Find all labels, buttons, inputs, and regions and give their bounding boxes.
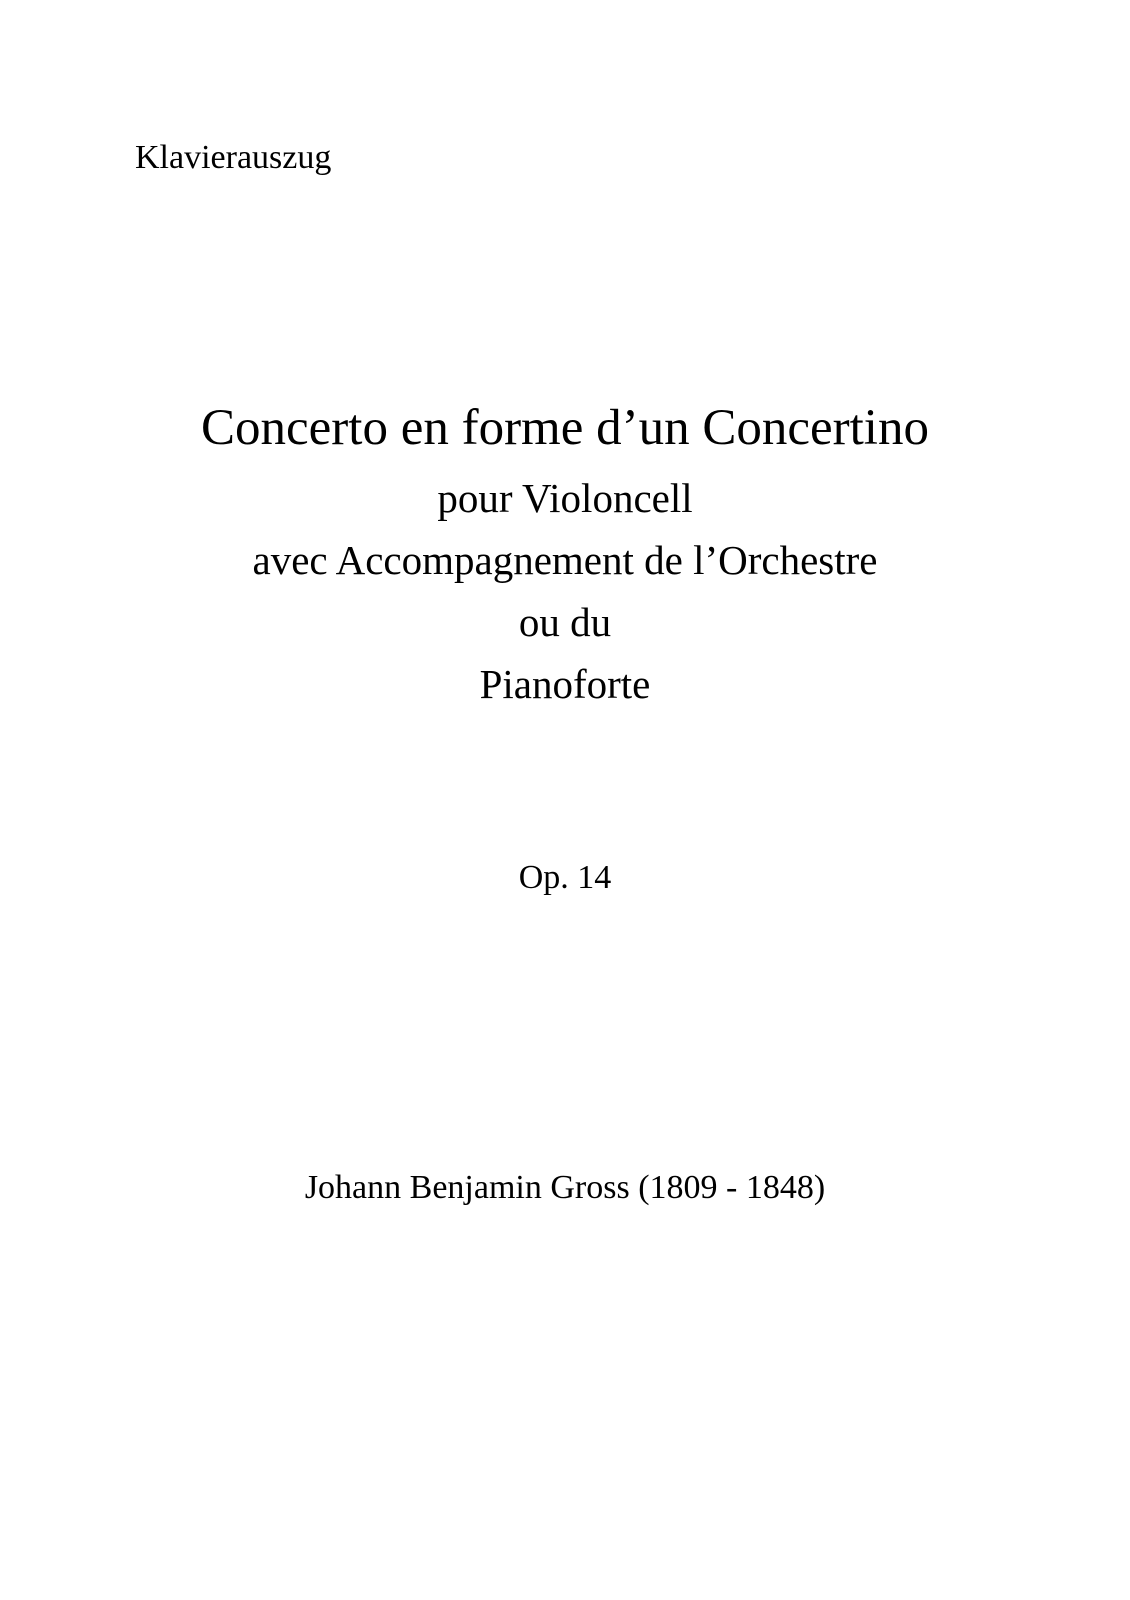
opus-number: Op. 14 — [518, 859, 612, 896]
score-type-label: Klavierauszug — [135, 139, 332, 176]
composer-credit: Johann Benjamin Gross (1809 - 1848) — [304, 1169, 826, 1206]
subtitle-line: Pianoforte — [479, 661, 651, 707]
subtitle-line: pour Violoncell — [437, 475, 693, 521]
subtitle-line: avec Accompagnement de l’Orchestre — [252, 537, 878, 583]
subtitle-line: ou du — [518, 599, 612, 645]
work-title: Concerto en forme d’un Concertino — [201, 400, 929, 456]
